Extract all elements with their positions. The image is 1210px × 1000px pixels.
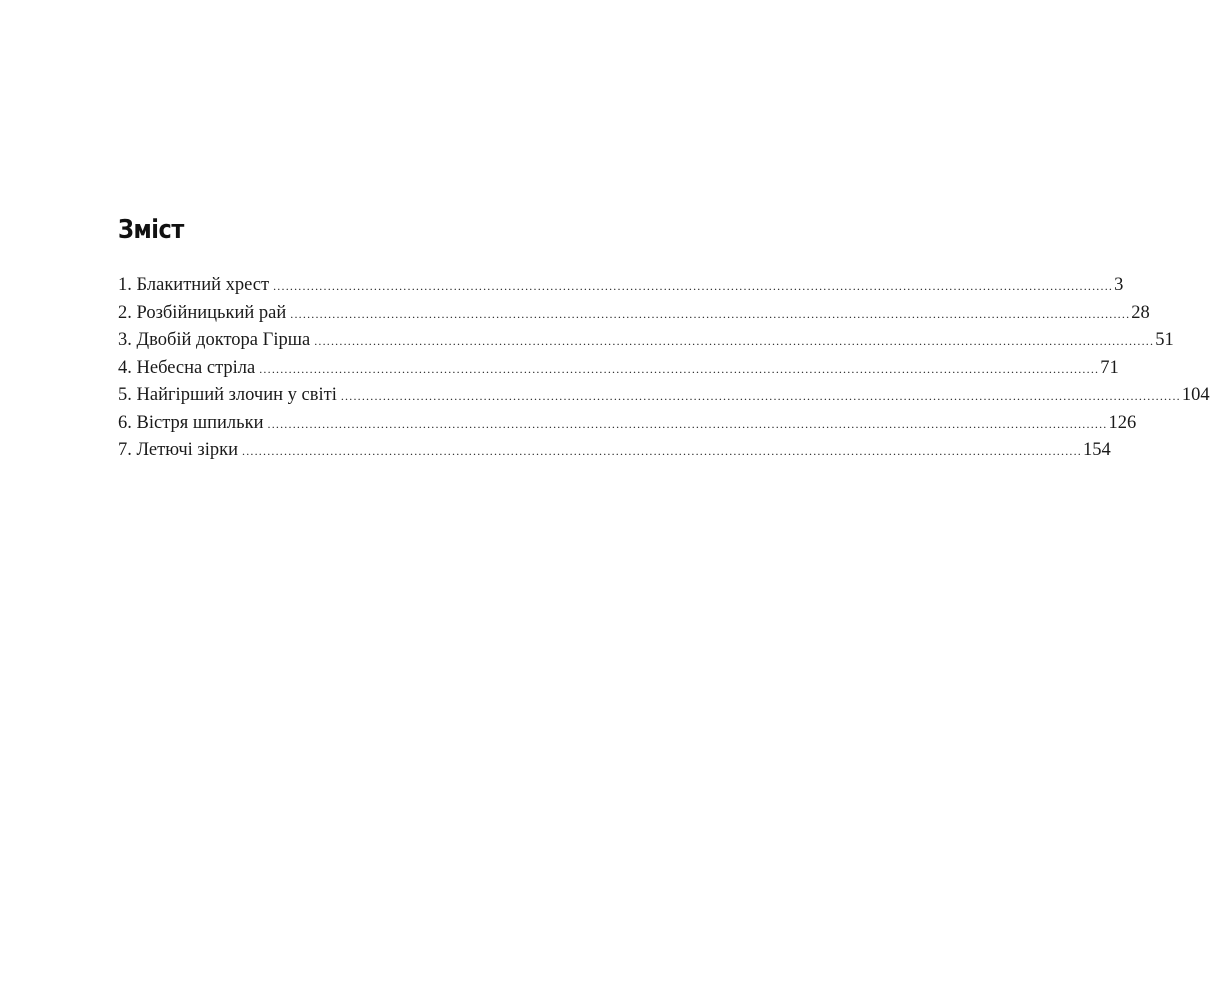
toc-entry[interactable] xyxy=(118,272,1124,300)
toc-entry[interactable] xyxy=(118,300,1150,328)
toc-entry-page: 3 xyxy=(1114,275,1124,295)
toc-entry-page: 51 xyxy=(1155,330,1174,350)
toc-entry-page: 28 xyxy=(1131,302,1150,323)
toc-dot-leader: ........................................................................................................................................................................................................ xyxy=(242,444,1082,458)
toc-entry-page: 154 xyxy=(1083,440,1111,460)
toc-entry[interactable] xyxy=(118,437,1111,465)
toc-title: Зміст xyxy=(118,215,184,245)
toc-dot-leader: ........................................................................................................................................................................................................ xyxy=(267,416,1108,431)
toc-entry[interactable] xyxy=(118,382,1210,410)
toc-entry-label: 2. Розбійницький рай xyxy=(118,302,287,323)
toc-entry[interactable] xyxy=(118,410,1137,438)
toc-entry-label: 5. Найгірший злочин у світі xyxy=(118,385,337,405)
toc-entry-page: 71 xyxy=(1100,357,1119,378)
toc-dot-leader: ........................................................................................................................................................................................................ xyxy=(314,334,1155,348)
toc-dot-leader: ........................................................................................................................................................................................................ xyxy=(273,279,1114,293)
toc-entry-page: 104 xyxy=(1181,385,1210,405)
toc-list xyxy=(118,272,1210,465)
toc-entry[interactable] xyxy=(118,327,1174,355)
toc-entry-label: 3. Двобій доктора Гірша xyxy=(118,330,311,350)
toc-entry-page: 126 xyxy=(1108,412,1137,433)
toc-dot-leader: ........................................................................................................................................................................................................ xyxy=(340,389,1181,403)
toc-entry-label: 1. Блакитний хрест xyxy=(118,275,270,295)
toc-dot-leader: ........................................................................................................................................................................................................ xyxy=(290,306,1131,321)
toc-entry[interactable] xyxy=(118,355,1119,383)
toc-dot-leader: ........................................................................................................................................................................................................ xyxy=(259,361,1100,376)
toc-entry-label: 6. Вістря шпильки xyxy=(118,412,264,433)
toc-entry-label: 7. Летючі зірки xyxy=(118,440,238,460)
toc-entry-label: 4. Небесна стріла xyxy=(118,357,256,378)
